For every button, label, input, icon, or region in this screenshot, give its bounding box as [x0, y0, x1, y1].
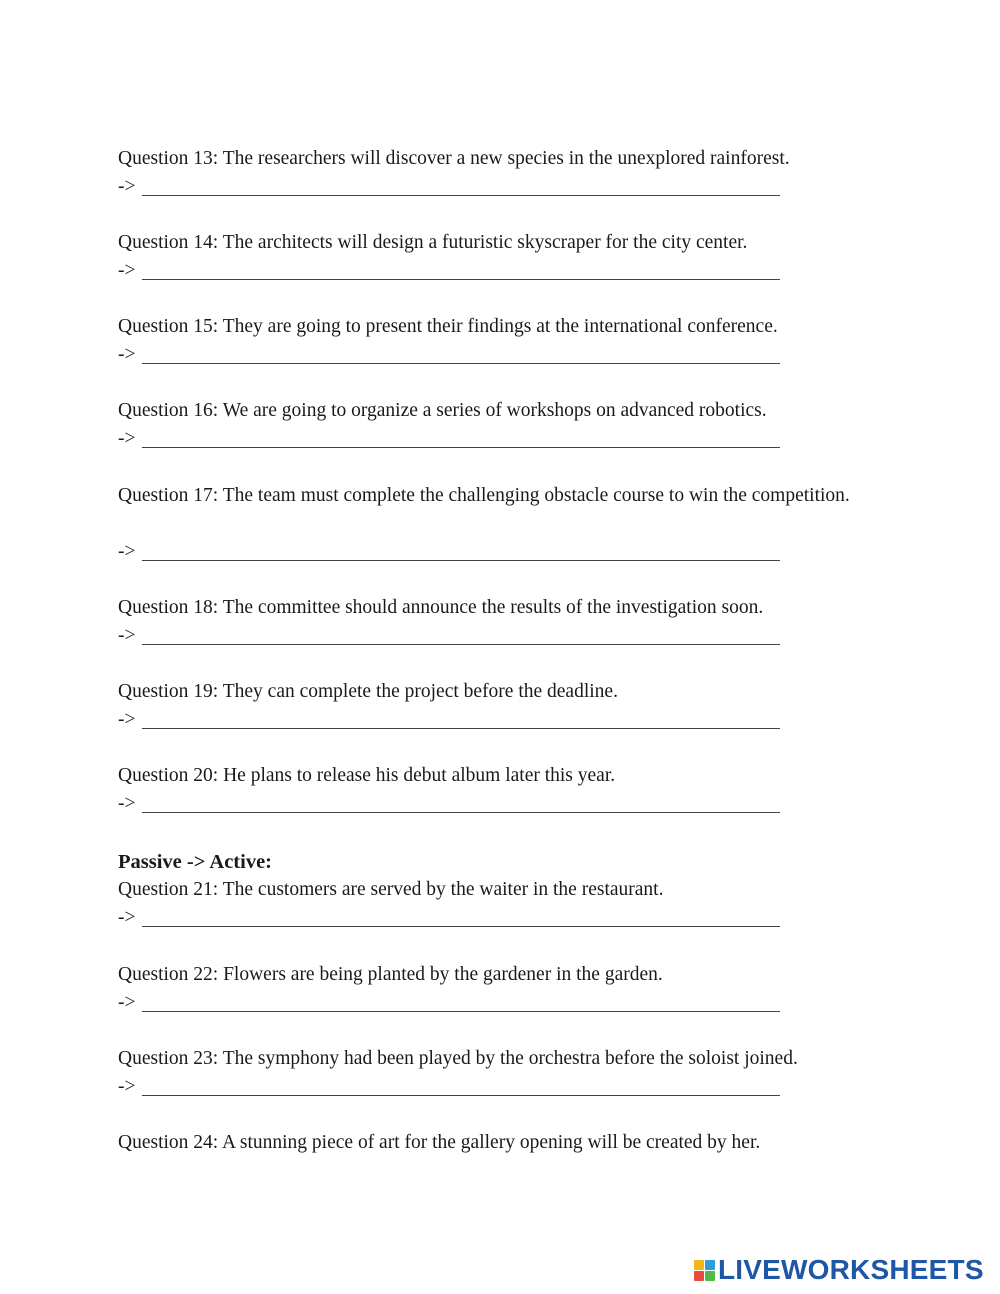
question-20: Question 20: He plans to release his debut album later this year. — [118, 765, 616, 786]
answer-line[interactable] — [142, 728, 780, 729]
liveworksheets-logo-text: LIVEWORKSHEETS — [718, 1254, 984, 1285]
answer-arrow: -> — [118, 625, 136, 646]
question-16: Question 16: We are going to organize a series of workshops on advanced robotics. — [118, 400, 767, 421]
answer-line[interactable] — [142, 560, 780, 561]
answer-line[interactable] — [142, 1095, 780, 1096]
answer-21[interactable] — [118, 904, 136, 932]
question-14: Question 14: The architects will design a futuristic skyscraper for the city center. — [118, 232, 748, 253]
question-23: Question 23: The symphony had been played by the orchestra before the soloist joined. — [118, 1048, 798, 1069]
answer-arrow: -> — [118, 344, 136, 365]
answer-line[interactable] — [142, 926, 780, 927]
answer-22[interactable] — [118, 989, 136, 1017]
answer-23[interactable] — [118, 1073, 136, 1101]
answer-16[interactable] — [118, 425, 136, 453]
logo-square-red — [694, 1271, 704, 1281]
logo-square-green — [705, 1271, 715, 1281]
answer-17[interactable] — [118, 538, 136, 566]
question-22: Question 22: Flowers are being planted by the gardener in the garden. — [118, 964, 663, 985]
answer-arrow: -> — [118, 176, 136, 197]
answer-arrow: -> — [118, 793, 136, 814]
answer-arrow: -> — [118, 1076, 136, 1097]
answer-line[interactable] — [142, 812, 780, 813]
answer-13[interactable] — [118, 173, 136, 201]
answer-line[interactable] — [142, 447, 780, 448]
answer-line[interactable] — [142, 644, 780, 645]
answer-arrow: -> — [118, 428, 136, 449]
liveworksheets-logo[interactable] — [694, 1253, 984, 1287]
answer-arrow: -> — [118, 992, 136, 1013]
question-18: Question 18: The committee should announce the results of the investigation soon. — [118, 597, 764, 618]
question-13: Question 13: The researchers will discover a new species in the unexplored rainforest. — [118, 148, 790, 169]
logo-square-yellow — [694, 1260, 704, 1270]
question-19: Question 19: They can complete the project before the deadline. — [118, 681, 618, 702]
question-24: Question 24: A stunning piece of art for the gallery opening will be created by her. — [118, 1132, 761, 1153]
answer-20[interactable] — [118, 790, 136, 818]
logo-square-blue — [705, 1260, 715, 1270]
answer-18[interactable] — [118, 622, 136, 650]
answer-arrow: -> — [118, 260, 136, 281]
liveworksheets-logo-mark — [694, 1260, 715, 1281]
answer-line[interactable] — [142, 195, 780, 196]
answer-15[interactable] — [118, 341, 136, 369]
answer-line[interactable] — [142, 363, 780, 364]
answer-19[interactable] — [118, 706, 136, 734]
answer-line[interactable] — [142, 1011, 780, 1012]
question-21: Question 21: The customers are served by the waiter in the restaurant. — [118, 879, 664, 900]
answer-arrow: -> — [118, 709, 136, 730]
answer-14[interactable] — [118, 257, 136, 285]
answer-arrow: -> — [118, 541, 136, 562]
question-17: Question 17: The team must complete the challenging obstacle course to win the competition. — [118, 485, 850, 506]
answer-line[interactable] — [142, 279, 780, 280]
question-15: Question 15: They are going to present their findings at the international conference. — [118, 316, 778, 337]
answer-arrow: -> — [118, 907, 136, 928]
section-heading-passive-active: Passive -> Active: — [118, 851, 273, 873]
